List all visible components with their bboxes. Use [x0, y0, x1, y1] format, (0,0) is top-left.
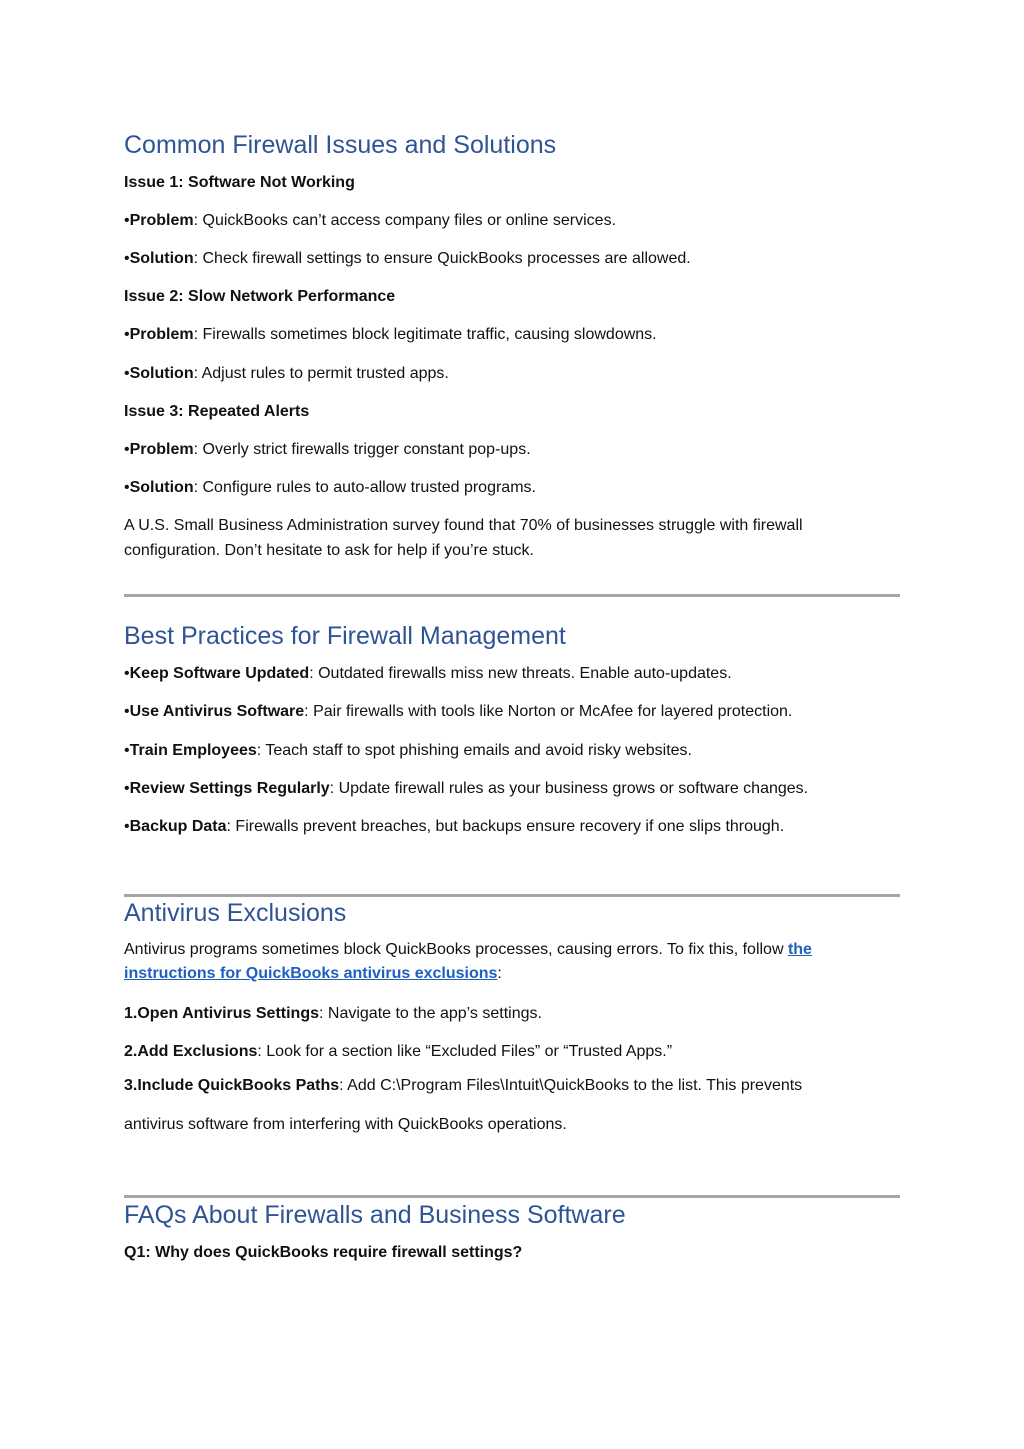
problem-label: Problem — [129, 326, 194, 343]
problem-text: : QuickBooks can’t access company files or online services. — [193, 212, 617, 229]
intro-colon: : — [497, 965, 502, 982]
issue-2-solution — [124, 364, 449, 384]
bullet-glyph: • — [124, 780, 130, 797]
solution-text: : Configure rules to auto-allow trusted programs. — [193, 479, 536, 496]
section-divider — [124, 594, 900, 597]
bullet-glyph: • — [124, 703, 130, 720]
issue-3-problem — [124, 440, 531, 460]
issue-2-problem — [124, 325, 657, 345]
intro-text: Antivirus programs sometimes block QuickBooks processes, causing errors. To fix this, follow — [124, 941, 788, 958]
step-text: : Navigate to the app’s settings. — [319, 1005, 542, 1022]
issue-2-title: Issue 2: Slow Network Performance — [124, 288, 396, 305]
item-label: Review Settings Regularly — [129, 780, 330, 797]
item-label: Use Antivirus Software — [129, 703, 305, 720]
faq-question-1: Q1: Why does QuickBooks require firewall settings? — [124, 1244, 523, 1261]
item-text: : Teach staff to spot phishing emails and avoid risky websites. — [256, 742, 692, 759]
survey-paragraph: A U.S. Small Business Administration survey found that 70% of businesses struggle with firewall configuration. Don’t hesitate to ask for help if you’re stuck. — [124, 517, 803, 559]
bullet-glyph: • — [124, 441, 130, 458]
issue-3-solution — [124, 478, 536, 498]
heading-best-practices: Best Practices for Firewall Management — [124, 622, 566, 650]
step-text: : Look for a section like “Excluded Files” or “Trusted Apps.” — [257, 1043, 673, 1060]
bullet-glyph: • — [124, 818, 130, 835]
solution-label: Solution — [129, 250, 194, 267]
item-text: : Pair firewalls with tools like Norton or McAfee for layered protection. — [304, 703, 793, 720]
bullet-glyph: • — [124, 742, 130, 759]
bullet-glyph: • — [124, 326, 130, 343]
heading-antivirus-exclusions: Antivirus Exclusions — [124, 899, 347, 927]
issue-1-solution — [124, 249, 691, 269]
problem-text: : Firewalls sometimes block legitimate traffic, causing slowdowns. — [193, 326, 657, 343]
antivirus-instructions-link[interactable]: instructions for QuickBooks antivirus exclusions — [124, 965, 498, 982]
best-practice-item — [124, 779, 808, 799]
section-divider — [124, 1195, 900, 1198]
problem-text: : Overly strict firewalls trigger constant pop-ups. — [193, 441, 531, 458]
step-label: 1.Open Antivirus Settings — [124, 1005, 319, 1022]
bullet-glyph: • — [124, 665, 130, 682]
item-text: : Firewalls prevent breaches, but backups ensure recovery if one slips through. — [226, 818, 785, 835]
issue-3-title: Issue 3: Repeated Alerts — [124, 403, 310, 420]
best-practice-item — [124, 664, 732, 684]
heading-common-firewall-issues: Common Firewall Issues and Solutions — [124, 131, 557, 159]
solution-label: Solution — [129, 365, 194, 382]
problem-label: Problem — [129, 441, 194, 458]
antivirus-intro-line-1 — [124, 940, 812, 960]
solution-text: : Adjust rules to permit trusted apps. — [193, 365, 449, 382]
issue-1-title: Issue 1: Software Not Working — [124, 174, 355, 191]
best-practice-item — [124, 741, 692, 761]
bullet-glyph: • — [124, 365, 130, 382]
item-label: Train Employees — [129, 742, 257, 759]
antivirus-step — [124, 1042, 672, 1062]
antivirus-intro-line-2 — [124, 964, 502, 984]
step-label: 2.Add Exclusions — [124, 1043, 258, 1060]
solution-text: : Check firewall settings to ensure QuickBooks processes are allowed. — [193, 250, 691, 267]
antivirus-step — [124, 1004, 542, 1024]
section-divider — [124, 894, 900, 897]
antivirus-instructions-link[interactable]: the — [787, 941, 812, 958]
item-text: : Update firewall rules as your business grows or software changes. — [329, 780, 809, 797]
item-label: Backup Data — [129, 818, 227, 835]
step-label: 3.Include QuickBooks Paths — [124, 1077, 340, 1094]
bullet-glyph: • — [124, 479, 130, 496]
step-text: : Add C:\Program Files\Intuit\QuickBooks to the list. This prevents — [339, 1077, 803, 1094]
bullet-glyph: • — [124, 212, 130, 229]
issue-1-problem — [124, 211, 616, 231]
antivirus-step — [124, 1076, 802, 1096]
heading-faqs: FAQs About Firewalls and Business Software — [124, 1201, 626, 1229]
item-text: : Outdated firewalls miss new threats. Enable auto-updates. — [309, 665, 732, 682]
item-label: Keep Software Updated — [129, 665, 310, 682]
problem-label: Problem — [129, 212, 194, 229]
best-practice-item — [124, 817, 784, 837]
bullet-glyph: • — [124, 250, 130, 267]
best-practice-item — [124, 702, 792, 722]
solution-label: Solution — [129, 479, 194, 496]
antivirus-step-continuation: antivirus software from interfering with QuickBooks operations. — [124, 1116, 567, 1133]
